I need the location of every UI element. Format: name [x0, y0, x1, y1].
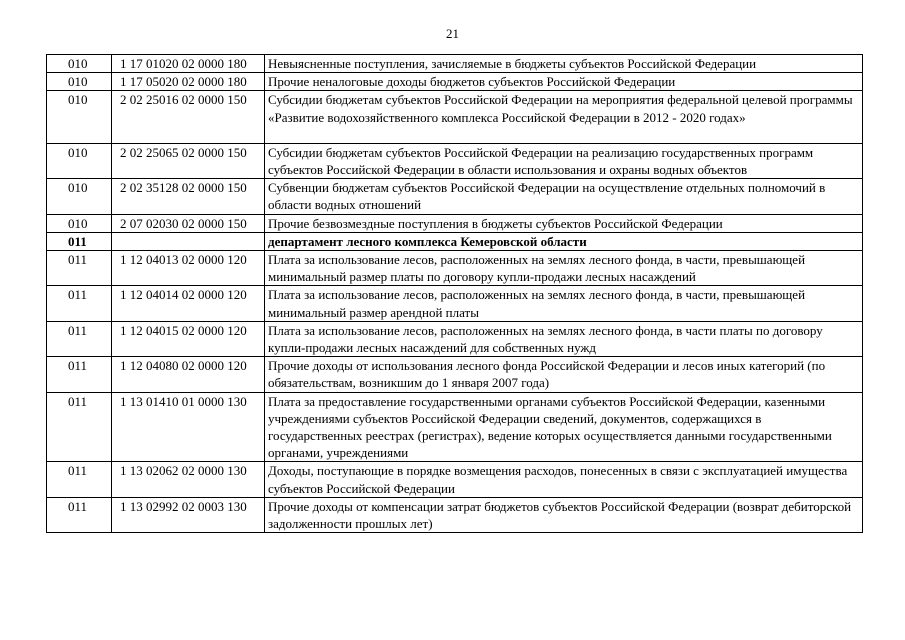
- budget-code-cell: 1 17 01020 02 0000 180: [112, 55, 265, 73]
- budget-code-cell: 1 12 04080 02 0000 120: [112, 357, 265, 392]
- table-row: [47, 286, 863, 321]
- table-row: [47, 357, 863, 392]
- table-row: [47, 392, 863, 462]
- admin-code-cell: 010: [47, 214, 112, 232]
- budget-code-cell: 2 07 02030 02 0000 150: [112, 214, 265, 232]
- income-name-cell: Субвенции бюджетам субъектов Российской Федерации на осуществление отдельных полномочий в области водных отношений: [265, 179, 863, 214]
- budget-code-cell: 1 13 01410 01 0000 130: [112, 392, 265, 462]
- admin-code-cell: 011: [47, 497, 112, 532]
- admin-code-cell: 011: [47, 321, 112, 356]
- admin-code-cell: 011: [47, 462, 112, 497]
- page-number: 21: [446, 26, 459, 41]
- budget-code-cell: [112, 232, 265, 250]
- table-row: [47, 73, 863, 91]
- table-row: [47, 251, 863, 286]
- budget-code-cell: 1 12 04013 02 0000 120: [112, 251, 265, 286]
- income-name-cell: Прочие неналоговые доходы бюджетов субъектов Российской Федерации: [265, 73, 863, 91]
- table-row: [47, 321, 863, 356]
- income-name-cell: Плата за использование лесов, расположенных на землях лесного фонда, в части, превышающей минимальный размер арендной платы: [265, 286, 863, 321]
- admin-code-cell: 010: [47, 91, 112, 143]
- admin-code-cell: 011: [47, 232, 112, 250]
- income-name-cell: Субсидии бюджетам субъектов Российской Федерации на реализацию государственных программ субъектов Российской Федерации в области использования и охраны водных объектов: [265, 143, 863, 178]
- admin-code-cell: 011: [47, 251, 112, 286]
- budget-code-cell: 1 12 04014 02 0000 120: [112, 286, 265, 321]
- admin-code-cell: 011: [47, 286, 112, 321]
- table-row: [47, 497, 863, 532]
- section-header-row: [47, 232, 863, 250]
- admin-code-cell: 010: [47, 179, 112, 214]
- admin-code-cell: 010: [47, 55, 112, 73]
- table-row: [47, 91, 863, 143]
- income-name-cell: Плата за использование лесов, расположенных на землях лесного фонда, в части, превышающей минимальный размер платы по договору купли-продажи лесных насаждений: [265, 251, 863, 286]
- admin-code-cell: 011: [47, 357, 112, 392]
- table-row: [47, 55, 863, 73]
- budget-code-cell: 2 02 25065 02 0000 150: [112, 143, 265, 178]
- income-name-cell: Доходы, поступающие в порядке возмещения расходов, понесенных в связи с эксплуатацией имущества субъектов Российской Федерации: [265, 462, 863, 497]
- income-name-cell: Невыясненные поступления, зачисляемые в бюджеты субъектов Российской Федерации: [265, 55, 863, 73]
- table-row: [47, 214, 863, 232]
- table-row: [47, 179, 863, 214]
- income-name-cell: Плата за использование лесов, расположенных на землях лесного фонда, в части платы по договору купли-продажи лесных насаждений для собственных нужд: [265, 321, 863, 356]
- budget-code-cell: 1 12 04015 02 0000 120: [112, 321, 265, 356]
- budget-code-cell: 2 02 35128 02 0000 150: [112, 179, 265, 214]
- income-name-cell: Субсидии бюджетам субъектов Российской Федерации на мероприятия федеральной целевой программы «Развитие водохозяйственного комплекса Российской Федерации в 2012 - 2020 годах»: [265, 91, 863, 143]
- income-name-cell: Прочие доходы от использования лесного фонда Российской Федерации и лесов иных категорий (по обязательствам, возникшим до 1 января 2007 года): [265, 357, 863, 392]
- income-name-cell: Плата за предоставление государственными органами субъектов Российской Федерации, казенными учреждениями субъектов Российской Федерации сведений, документов, содержащихся в государственных реестрах (регистрах), ведение которых осуществляется данными государственными органами, учреждениями: [265, 392, 863, 462]
- income-name-cell: Прочие безвозмездные поступления в бюджеты субъектов Российской Федерации: [265, 214, 863, 232]
- budget-code-cell: 1 13 02062 02 0000 130: [112, 462, 265, 497]
- income-name-cell: Прочие доходы от компенсации затрат бюджетов субъектов Российской Федерации (возврат дебиторской задолженности прошлых лет): [265, 497, 863, 532]
- budget-code-cell: 2 02 25016 02 0000 150: [112, 91, 265, 143]
- admin-code-cell: 011: [47, 392, 112, 462]
- department-name-cell: департамент лесного комплекса Кемеровской области: [265, 232, 863, 250]
- admin-code-cell: 010: [47, 73, 112, 91]
- budget-code-cell: 1 13 02992 02 0003 130: [112, 497, 265, 532]
- table-row: [47, 462, 863, 497]
- table-row: [47, 143, 863, 178]
- budget-code-cell: 1 17 05020 02 0000 180: [112, 73, 265, 91]
- admin-code-cell: 010: [47, 143, 112, 178]
- income-codes-table: [46, 54, 863, 533]
